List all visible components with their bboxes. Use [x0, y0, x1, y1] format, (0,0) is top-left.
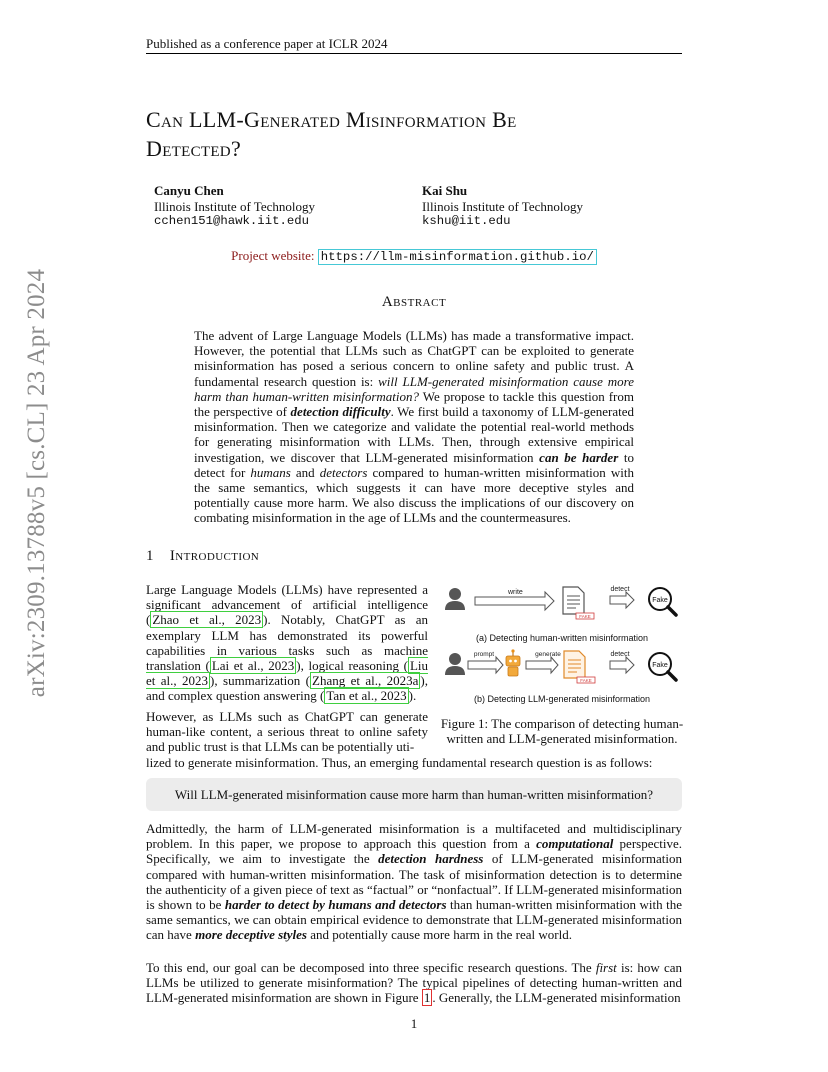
intro-paragraph-2-end: lized to generate misinformation. Thus, an emerging fundamental research question is as follows:	[146, 755, 653, 770]
document-icon	[564, 651, 585, 678]
fake-bubble-label: Fake	[652, 662, 668, 669]
citation-link[interactable]: Zhang et al., 2023a	[312, 673, 419, 689]
paragraph-4: To this end, our goal can be decomposed into three specific research questions. The first is: how can LLMs be utilized to generate misinformation? The typical pipelines of detecting human-written and LLM-generated misinformation are shown in Figure 1 . Generally, the LLM-generated misinformation	[146, 960, 682, 1006]
header-rule	[146, 53, 682, 54]
generate-label: generate	[535, 651, 561, 658]
detect-label: detect	[610, 586, 630, 593]
arrow-icon	[468, 657, 503, 673]
arxiv-stamp: arXiv:2309.13788v5 [cs.CL] 23 Apr 2024	[23, 268, 50, 698]
citation-link[interactable]: Liu et al., 2023	[146, 658, 428, 689]
author-name: Kai Shu	[422, 183, 468, 198]
arrow-icon	[610, 657, 634, 673]
person-icon	[445, 588, 465, 610]
citation-link[interactable]: Tan et al., 2023	[326, 688, 407, 704]
abstract-heading: Abstract	[381, 294, 447, 310]
paper-title	[146, 105, 686, 163]
panel-a-caption: (a) Detecting human-written misinformation	[475, 633, 649, 643]
title-line-2: Detected?	[146, 136, 242, 161]
project-label: Project website:	[231, 248, 318, 263]
detect-label: detect	[610, 651, 630, 658]
citation-link[interactable]: Zhao et al., 2023	[152, 612, 262, 628]
author-affiliation: Illinois Institute of Technology	[154, 198, 315, 214]
fake-stamp-label: FAKE	[580, 678, 592, 683]
section-heading	[146, 548, 259, 565]
abstract-question: will LLM-generated misinformation cause more harm than human-written misinformation?	[194, 373, 634, 404]
running-header: Published as a conference paper at ICLR 2024	[146, 36, 388, 51]
author-1	[154, 183, 315, 230]
document-icon	[563, 587, 584, 614]
author-name: Canyu Chen	[154, 183, 224, 198]
intro-paragraph-1: Large Language Models (LLMs) have represented a significant advancement of artificial intelligence ( Zhao et al., 2023 ). Notably, ChatGPT as an exemplary LLM has demonstrated its powerful capabilities in various tasks such as machine translation ( Lai et al., 2023 ), logical reasoning ( Liu et al., 2023 ), summarization ( Zhang et al., 2023a ), and complex question answering ( Tan et al., 2023 ).	[146, 582, 429, 704]
fake-stamp-label: FAKE	[579, 614, 591, 619]
research-question-box: Will LLM-generated misinformation cause more harm than human-written misinformation?	[146, 778, 682, 811]
panel-b-caption: (b) Detecting LLM-generated misinformation	[473, 694, 651, 704]
section-number: 1	[146, 548, 154, 564]
citation-link[interactable]: Lai et al., 2023	[211, 658, 295, 674]
robot-icon	[506, 649, 520, 676]
prompt-label: prompt	[473, 651, 495, 658]
author-email[interactable]: kshu@iit.edu	[422, 214, 511, 228]
title-line-1: Can LLM-Generated Misinformation Be	[146, 107, 517, 132]
figure-caption: Figure 1: The comparison of detecting human-written and LLM-generated misinformation.	[440, 716, 684, 747]
abstract-body: The advent of Large Language Models (LLMs) has made a transformative impact. However, the potential that LLMs such as ChatGPT can be exploited to generate misinformation has posed a serious concern to online safety and public trust. A fundamental research question is: will LLM-generated misinformation cause more harm than human-written misinformation? We propose to tackle this question from the perspective of detection difficulty. We first build a taxonomy of LLM-generated misinformation. Then we categorize and validate the potential real-world methods for generating misinformation with LLMs. Then, through extensive empirical investigation, we discover that LLM-generated misinformation can be harder to detect for humans and detectors compared to human-written misinformation with the same semantics, which suggests it can have more deceptive styles and potentially cause more harm. We also discuss the implications of our discovery on combating misinformation in the age of LLMs and the countermeasures.	[194, 328, 634, 526]
person-icon	[445, 653, 465, 675]
author-affiliation: Illinois Institute of Technology	[422, 198, 583, 214]
paragraph-3: Admittedly, the harm of LLM-generated misinformation is a multifaceted and multidisciplinary problem. In this paper, we propose to approach this question from a computational perspective. Specifically, we aim to investigate the detection hardness of LLM-generated misinformation compared with human-written misinformation. The task of misinformation detection is to determine the authenticity of a given piece of text as “factual” or “nonfactual”. If LLM-generated misinformation is shown to be harder to detect by humans and detectors than human-written misinformation with the same semantics, we can obtain empirical evidence to demonstrate that LLM-generated misinformation can have more deceptive styles and potentially cause more harm in the real world.	[146, 821, 682, 943]
author-2	[422, 183, 583, 230]
abstract-emphasis: detection difficulty	[290, 404, 391, 420]
figure-1-diagram	[440, 580, 684, 710]
section-title: Introduction	[169, 548, 260, 564]
arrow-icon	[526, 657, 558, 673]
project-website-line	[0, 248, 828, 264]
figure-ref-link[interactable]: 1	[423, 990, 431, 1006]
abstract-emphasis: can be harder	[539, 449, 619, 465]
author-email[interactable]: cchen151@hawk.iit.edu	[154, 214, 309, 228]
arrow-icon	[610, 592, 634, 608]
fake-bubble-label: Fake	[652, 597, 668, 604]
write-label: write	[508, 589, 523, 596]
intro-paragraph-2-start: However, as LLMs such as ChatGPT can generate human-like content, a serious threat to online safety and public trust is that LLMs can be potentially uti-	[146, 709, 428, 755]
project-url-link[interactable]: https://llm-misinformation.github.io/	[318, 249, 597, 265]
page-number: 1	[410, 1016, 418, 1031]
